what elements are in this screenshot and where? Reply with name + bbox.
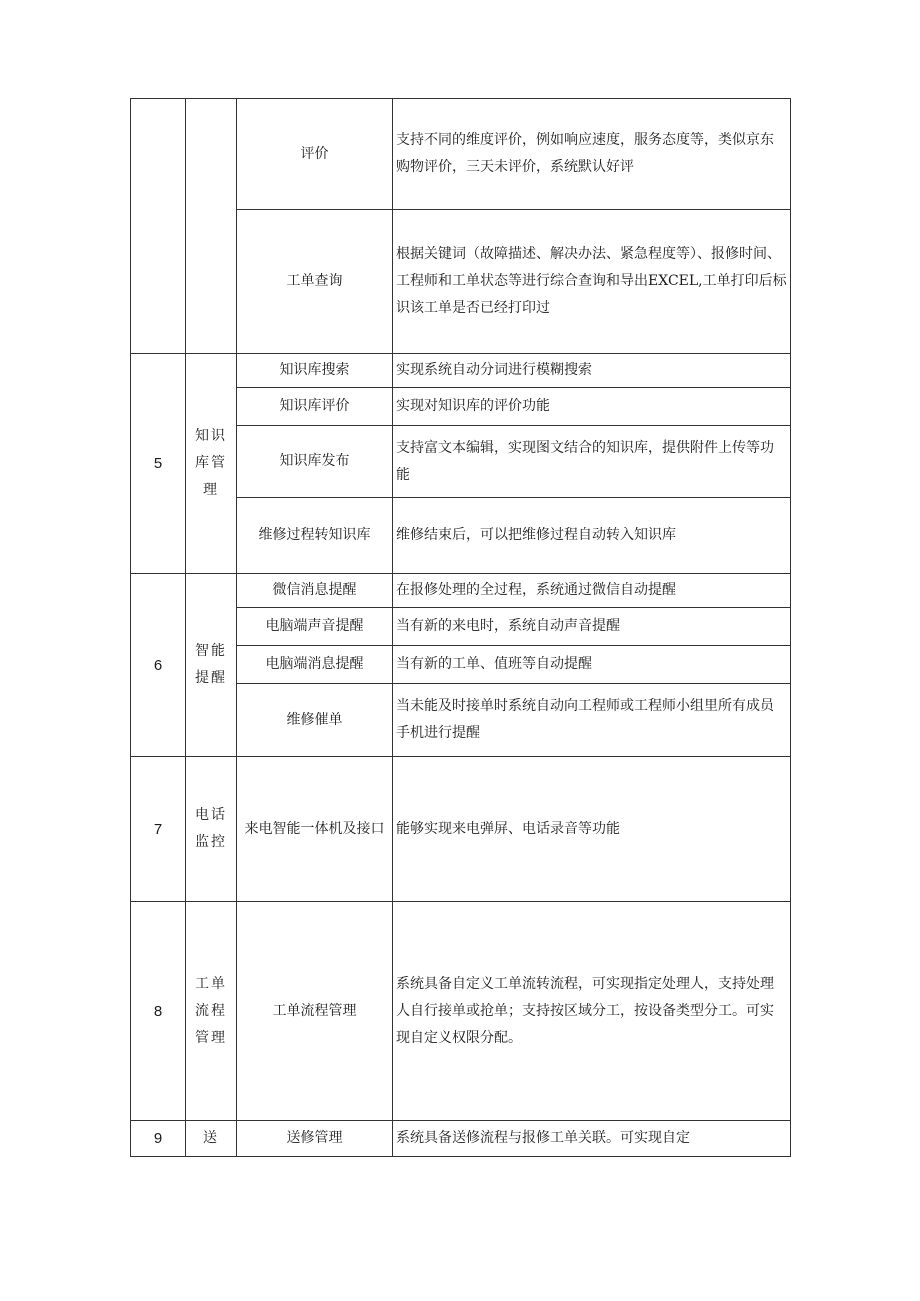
description-cell: 支持富文本编辑，实现图文结合的知识库，提供附件上传等功能	[393, 426, 791, 498]
row-number-cell: 7	[131, 757, 186, 902]
description-cell: 在报修处理的全过程，系统通过微信自动提醒	[393, 574, 791, 608]
category-cell	[186, 902, 237, 1121]
function-cell: 工单查询	[237, 210, 393, 354]
function-cell: 维修催单	[237, 684, 393, 757]
table-row	[131, 99, 791, 210]
table-row	[131, 902, 791, 1121]
description-cell: 维修结束后，可以把维修过程自动转入知识库	[393, 498, 791, 574]
function-cell: 知识库发布	[237, 426, 393, 498]
function-cell: 评价	[237, 99, 393, 210]
row-number-cell: 6	[131, 574, 186, 757]
category-line: 知识	[195, 428, 227, 444]
row-number-cell: 5	[131, 354, 186, 574]
requirements-table	[130, 98, 791, 1157]
description-cell: 系统具备自定义工单流转流程，可实现指定处理人，支持处理人自行接单或抢单；支持按区域分工，按设备类型分工。可实现自定义权限分配。	[393, 902, 791, 1121]
description-cell: 能够实现来电弹屏、电话录音等功能	[393, 757, 791, 902]
function-cell: 来电智能一体机及接口	[237, 757, 393, 902]
table-row	[131, 354, 791, 388]
function-cell: 知识库评价	[237, 388, 393, 426]
description-cell: 当未能及时接单时系统自动向工程师或工程师小组里所有成员手机进行提醒	[393, 684, 791, 757]
category-line: 监控	[195, 834, 227, 850]
description-cell: 根据关键词（故障描述、解决办法、紧急程度等）、报修时间、工程师和工单状态等进行综合查询和导出EXCEL,工单打印后标识该工单是否已经打印过	[393, 210, 791, 354]
category-line: 管理	[195, 1029, 227, 1046]
row-number-cell	[131, 99, 186, 354]
description-cell: 实现系统自动分词进行模糊搜索	[393, 354, 791, 388]
category-cell	[186, 757, 237, 902]
function-cell: 工单流程管理	[237, 902, 393, 1121]
function-cell: 知识库搜索	[237, 354, 393, 388]
table-row	[131, 574, 791, 608]
category-line: 理	[203, 482, 219, 498]
category-cell	[186, 574, 237, 757]
description-cell: 实现对知识库的评价功能	[393, 388, 791, 426]
category-cell: 送	[186, 1121, 237, 1157]
description-cell: 当有新的来电时，系统自动声音提醒	[393, 608, 791, 646]
category-cell	[186, 99, 237, 354]
category-line: 工单	[195, 975, 227, 992]
function-cell: 微信消息提醒	[237, 574, 393, 608]
description-cell: 系统具备送修流程与报修工单关联。可实现自定	[393, 1121, 791, 1157]
category-line: 流程	[195, 1002, 227, 1019]
category-line: 库管	[195, 455, 227, 471]
function-cell: 电脑端声音提醒	[237, 608, 393, 646]
function-cell: 送修管理	[237, 1121, 393, 1157]
category-cell	[186, 354, 237, 574]
table-row	[131, 1121, 791, 1157]
function-cell: 维修过程转知识库	[237, 498, 393, 574]
description-cell: 支持不同的维度评价，例如响应速度，服务态度等，类似京东购物评价，三天未评价，系统默认好评	[393, 99, 791, 210]
row-number-cell: 9	[131, 1121, 186, 1157]
category-line: 电话	[195, 807, 227, 823]
row-number-cell: 8	[131, 902, 186, 1121]
table-row	[131, 757, 791, 902]
function-cell: 电脑端消息提醒	[237, 646, 393, 684]
category-line: 提醒	[195, 670, 227, 686]
description-cell: 当有新的工单、值班等自动提醒	[393, 646, 791, 684]
category-line: 智能	[195, 643, 227, 659]
